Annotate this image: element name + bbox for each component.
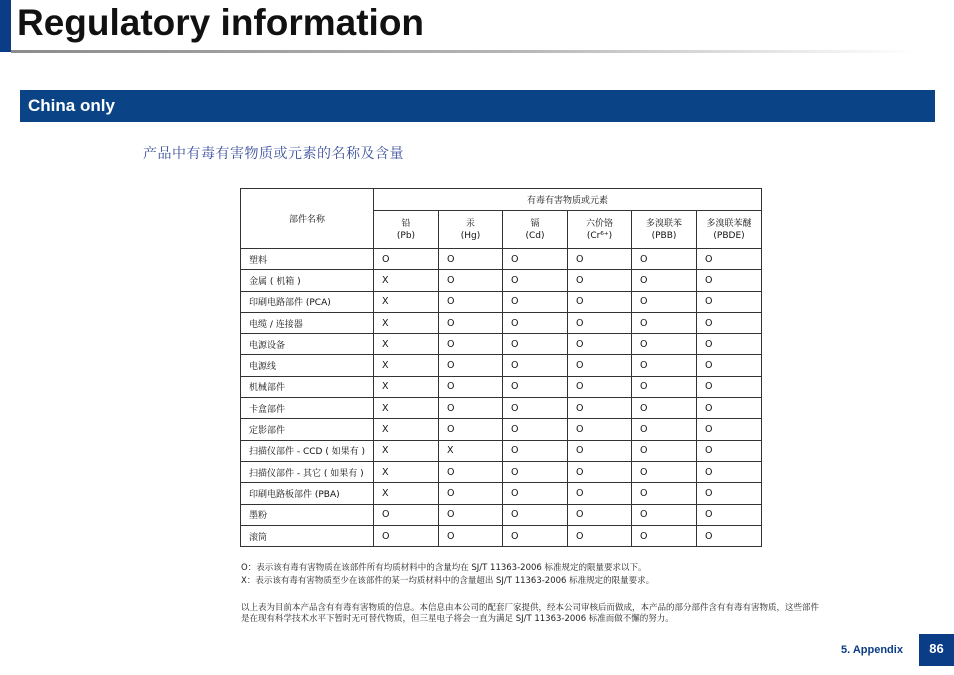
substance-value-cell: O xyxy=(503,461,568,482)
substance-value-cell: O xyxy=(697,376,762,397)
disclaimer-text: 以上表为目前本产品含有有毒有害物质的信息。本信息由本公司的配套厂家提供，经本公司审核后而做成，本产品的部分部件含有有毒有害物质，这些部件是在现有科学技术水平下暂时无可替代物质，但三星电子将会一直为满足 SJ/T 11363-2006 标准而做不懈的努力。 xyxy=(241,603,820,624)
section-header xyxy=(20,90,935,122)
table-row xyxy=(241,419,762,440)
substance-value-cell: O xyxy=(503,249,568,270)
substance-symbol: (PBDE) xyxy=(713,230,745,241)
substance-group-header: 有毒有害物质或元素 xyxy=(374,189,762,211)
substance-value-cell: O xyxy=(439,312,503,333)
part-name-cell: 电源设备 xyxy=(241,334,374,355)
substance-value-cell: O xyxy=(374,525,439,546)
substance-value-cell: X xyxy=(439,440,503,461)
substance-value-cell: X xyxy=(374,440,439,461)
table-row xyxy=(241,398,762,419)
title-accent-bar xyxy=(0,0,11,52)
substance-value-cell: O xyxy=(632,440,697,461)
table-row xyxy=(241,483,762,504)
substance-symbol: (Cd) xyxy=(525,230,545,241)
substance-value-cell: O xyxy=(568,249,632,270)
substance-value-cell: O xyxy=(568,270,632,291)
part-name-cell: 电缆 / 连接器 xyxy=(241,312,374,333)
substance-value-cell: X xyxy=(374,419,439,440)
substance-name: 镉 xyxy=(530,218,540,229)
part-name-cell: 墨粉 xyxy=(241,504,374,525)
substance-value-cell: O xyxy=(568,398,632,419)
substance-value-cell: O xyxy=(568,376,632,397)
table-row xyxy=(241,334,762,355)
substance-value-cell: O xyxy=(568,419,632,440)
substance-value-cell: O xyxy=(632,312,697,333)
substance-value-cell: O xyxy=(568,312,632,333)
substance-value-cell: O xyxy=(568,440,632,461)
substance-value-cell: O xyxy=(439,504,503,525)
substance-value-cell: O xyxy=(568,483,632,504)
x-legend-note: X：表示该有毒有害物质至少在该部件的某一均质材料中的含量超出 SJ/T 11363-2006 标准规定的限量要求。 xyxy=(241,576,655,586)
substance-value-cell: O xyxy=(439,291,503,312)
part-name-cell: 印刷电路部件 (PCA) xyxy=(241,291,374,312)
substance-value-cell: O xyxy=(632,376,697,397)
table-row xyxy=(241,249,762,270)
hazardous-substances-table xyxy=(240,188,762,547)
table-row xyxy=(241,440,762,461)
substance-value-cell: O xyxy=(632,525,697,546)
substance-value-cell: O xyxy=(697,419,762,440)
part-name-cell: 电源线 xyxy=(241,355,374,376)
part-name-cell: 金属 ( 机箱 ) xyxy=(241,270,374,291)
substance-value-cell: X xyxy=(374,355,439,376)
substance-value-cell: O xyxy=(439,398,503,419)
substance-value-cell: O xyxy=(503,419,568,440)
title-divider xyxy=(11,50,916,53)
substance-value-cell: O xyxy=(503,525,568,546)
footer-chapter: 5. Appendix xyxy=(841,644,903,656)
substance-value-cell: O xyxy=(632,249,697,270)
substance-name: 多溴联苯 xyxy=(645,218,682,229)
substance-value-cell: O xyxy=(374,249,439,270)
substance-value-cell: O xyxy=(439,334,503,355)
substance-value-cell: O xyxy=(632,291,697,312)
page-title: Regulatory information xyxy=(17,2,425,43)
substance-value-cell: O xyxy=(697,355,762,376)
substance-value-cell: O xyxy=(503,376,568,397)
substance-value-cell: O xyxy=(568,525,632,546)
substance-value-cell: O xyxy=(503,398,568,419)
substance-value-cell: O xyxy=(697,249,762,270)
substance-value-cell: O xyxy=(439,270,503,291)
substance-value-cell: X xyxy=(374,483,439,504)
substance-header xyxy=(503,211,568,249)
substance-value-cell: O xyxy=(697,398,762,419)
substance-value-cell: O xyxy=(697,291,762,312)
part-name-cell: 定影部件 xyxy=(241,419,374,440)
substance-value-cell: O xyxy=(439,419,503,440)
substance-header xyxy=(439,211,503,249)
substance-name: 铅 xyxy=(401,218,411,229)
substance-symbol: (PBB) xyxy=(651,230,677,241)
substance-value-cell: O xyxy=(439,355,503,376)
substance-value-cell: O xyxy=(697,483,762,504)
substance-value-cell: O xyxy=(568,461,632,482)
table-row xyxy=(241,312,762,333)
part-name-cell: 扫描仪部件 - CCD ( 如果有 ) xyxy=(241,440,374,461)
substance-value-cell: O xyxy=(439,249,503,270)
substance-value-cell: O xyxy=(697,334,762,355)
substance-value-cell: O xyxy=(697,440,762,461)
part-name-cell: 扫描仪部件 - 其它 ( 如果有 ) xyxy=(241,461,374,482)
page-number: 86 xyxy=(919,634,954,666)
part-name-cell: 滚筒 xyxy=(241,525,374,546)
substance-symbol: (Pb) xyxy=(396,230,416,241)
substance-value-cell: O xyxy=(374,504,439,525)
substance-header xyxy=(632,211,697,249)
substance-name: 汞 xyxy=(465,218,475,229)
substance-name: 六价铬 xyxy=(585,218,613,229)
substance-value-cell: O xyxy=(632,483,697,504)
substance-value-cell: O xyxy=(632,270,697,291)
substance-value-cell: O xyxy=(632,334,697,355)
substance-symbol: (Hg) xyxy=(460,230,481,241)
substance-value-cell: O xyxy=(503,291,568,312)
table-row xyxy=(241,270,762,291)
substance-value-cell: O xyxy=(568,291,632,312)
substance-value-cell: O xyxy=(439,525,503,546)
substance-value-cell: X xyxy=(374,270,439,291)
substance-header xyxy=(568,211,632,249)
substance-value-cell: X xyxy=(374,334,439,355)
part-name-cell: 机械部件 xyxy=(241,376,374,397)
substance-value-cell: X xyxy=(374,291,439,312)
substance-value-cell: O xyxy=(503,334,568,355)
section-title: China only xyxy=(28,96,115,115)
substance-value-cell: O xyxy=(503,504,568,525)
substance-value-cell: O xyxy=(439,461,503,482)
substance-value-cell: O xyxy=(503,483,568,504)
table-row xyxy=(241,525,762,546)
substance-header xyxy=(374,211,439,249)
substance-value-cell: O xyxy=(503,440,568,461)
table-row xyxy=(241,291,762,312)
table-body xyxy=(241,249,762,547)
substance-value-cell: O xyxy=(632,504,697,525)
table-row xyxy=(241,504,762,525)
o-legend-note: O：表示该有毒有害物质在该部件所有均质材料中的含量均在 SJ/T 11363-2006 标准规定的限量要求以下。 xyxy=(241,563,647,573)
substance-value-cell: O xyxy=(632,398,697,419)
substance-value-cell: X xyxy=(374,312,439,333)
part-name-cell: 塑料 xyxy=(241,249,374,270)
substance-value-cell: O xyxy=(503,270,568,291)
table-row xyxy=(241,461,762,482)
substance-value-cell: O xyxy=(568,334,632,355)
substance-value-cell: X xyxy=(374,398,439,419)
substance-value-cell: O xyxy=(697,270,762,291)
substance-value-cell: O xyxy=(697,525,762,546)
substance-value-cell: O xyxy=(697,461,762,482)
part-name-cell: 印刷电路板部件 (PBA) xyxy=(241,483,374,504)
substance-value-cell: O xyxy=(697,504,762,525)
table-subtitle: 产品中有毒有害物质或元素的名称及含量 xyxy=(143,146,404,162)
substance-value-cell: O xyxy=(632,461,697,482)
substance-value-cell: O xyxy=(568,504,632,525)
substance-value-cell: O xyxy=(697,312,762,333)
substance-value-cell: O xyxy=(439,483,503,504)
substance-value-cell: X xyxy=(374,461,439,482)
table-row xyxy=(241,355,762,376)
part-name-cell: 卡盒部件 xyxy=(241,398,374,419)
substance-value-cell: X xyxy=(374,376,439,397)
substance-value-cell: O xyxy=(568,355,632,376)
legend-notes xyxy=(241,562,654,588)
substance-value-cell: O xyxy=(503,312,568,333)
substance-symbol: (Cr⁶⁺) xyxy=(586,230,613,241)
table-row xyxy=(241,376,762,397)
substance-value-cell: O xyxy=(439,376,503,397)
substance-value-cell: O xyxy=(632,355,697,376)
part-name-header: 部件名称 xyxy=(241,189,374,249)
substance-header xyxy=(697,211,762,249)
substance-value-cell: O xyxy=(632,419,697,440)
substance-name: 多溴联苯醚 xyxy=(706,218,752,229)
substance-value-cell: O xyxy=(503,355,568,376)
